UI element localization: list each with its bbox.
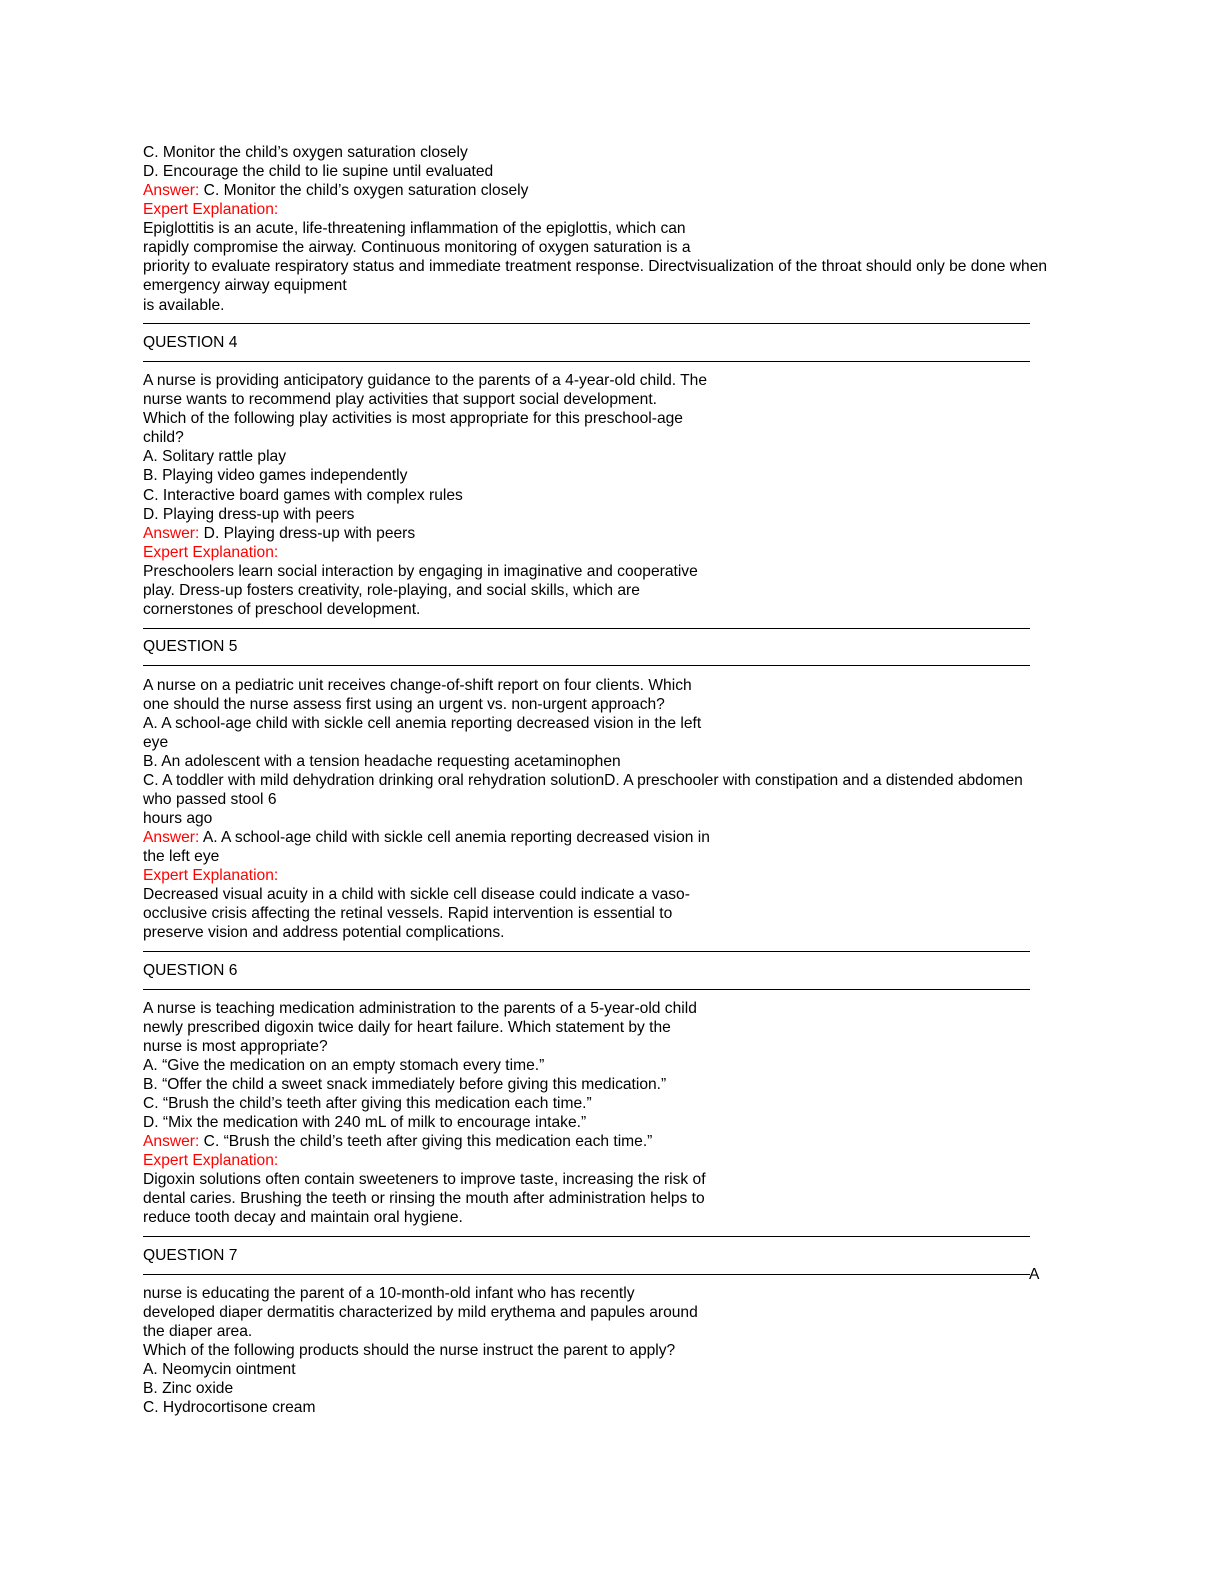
q7-stem-line: nurse is educating the parent of a 10-month-old infant who has recently [143,1285,635,1302]
q5-answer [143,828,710,847]
q4-stem-line: nurse wants to recommend play activities that support social development. [143,391,657,408]
question-4-heading: QUESTION 4 [143,334,238,351]
q3-option-c: C. Monitor the child’s oxygen saturation closely [143,144,468,161]
question-5-heading: QUESTION 5 [143,638,238,655]
q6-explanation-label: Expert Explanation: [143,1152,279,1169]
divider [143,1236,1030,1237]
q4-stem-line: Which of the following play activities is most appropriate for this preschool-age [143,410,683,427]
question-6-heading: QUESTION 6 [143,962,238,979]
q5-answer-cont: the left eye [143,848,220,865]
divider [143,665,1030,666]
q6-option-c: C. “Brush the child’s teeth after giving this medication each time.” [143,1095,592,1112]
q6-explanation-line: Digoxin solutions often contain sweeteners to improve taste, increasing the risk of [143,1171,706,1188]
q3-explanation-label: Expert Explanation: [143,201,279,218]
q4-option-b: B. Playing video games independently [143,467,408,484]
answer-label: Answer: [143,525,200,542]
q3-explanation-line: rapidly compromise the airway. Continuous monitoring of oxygen saturation is a [143,239,691,256]
q5-explanation-line: Decreased visual acuity in a child with sickle cell disease could indicate a vaso- [143,886,690,903]
divider [143,628,1030,629]
q4-explanation-line: play. Dress-up fosters creativity, role-playing, and social skills, which are [143,582,640,599]
q7-stem-line: the diaper area. [143,1323,253,1340]
q4-explanation-label: Expert Explanation: [143,544,279,561]
q5-stem-line: one should the nurse assess first using an urgent vs. non-urgent approach? [143,696,665,713]
answer-label: Answer: [143,1133,200,1150]
q3-explanation-line: priority to evaluate respiratory status and immediate treatment response. Directvisualization of the throat should only be done when [143,258,1048,275]
q7-option-a: A. Neomycin ointment [143,1361,296,1378]
q5-option-c: C. A toddler with mild dehydration drinking oral rehydration solutionD. A preschooler with constipation and a distended abdomen [143,772,1023,789]
q5-explanation-label: Expert Explanation: [143,867,279,884]
answer-label: Answer: [143,829,200,846]
q6-stem-line: newly prescribed digoxin twice daily for heart failure. Which statement by the [143,1019,671,1036]
q6-stem-line: nurse is most appropriate? [143,1038,328,1055]
q5-stem-line: A nurse on a pediatric unit receives change-of-shift report on four clients. Which [143,677,692,694]
q5-option-a-cont: eye [143,734,169,751]
q4-option-d: D. Playing dress-up with peers [143,506,355,523]
q6-explanation-line: dental caries. Brushing the teeth or rinsing the mouth after administration helps to [143,1190,705,1207]
answer-text: A. A school-age child with sickle cell anemia reporting decreased vision in [199,829,710,846]
q5-explanation-line: preserve vision and address potential complications. [143,924,505,941]
q3-option-d: D. Encourage the child to lie supine until evaluated [143,163,494,180]
q7-stem-line: developed diaper dermatitis characterized by mild erythema and papules around [143,1304,698,1321]
divider [143,951,1030,952]
q5-explanation-line: occlusive crisis affecting the retinal vessels. Rapid intervention is essential to [143,905,673,922]
q4-option-a: A. Solitary rattle play [143,448,287,465]
q6-option-a: A. “Give the medication on an empty stomach every time.” [143,1057,545,1074]
q7-option-b: B. Zinc oxide [143,1380,234,1397]
divider [143,1274,1030,1275]
q5-option-a: A. A school-age child with sickle cell anemia reporting decreased vision in the left [143,715,702,732]
question-7-heading: QUESTION 7 [143,1247,238,1264]
q7-rule-tail-letter: A [1029,1266,1040,1283]
q5-option-b: B. An adolescent with a tension headache requesting acetaminophen [143,753,621,770]
divider [143,323,1030,324]
q5-option-d-cont: who passed stool 6 [143,791,277,808]
q3-explanation-line: Epiglottitis is an acute, life-threatening inflammation of the epiglottis, which can [143,220,686,237]
answer-text: C. “Brush the child’s teeth after giving this medication each time.” [199,1133,653,1150]
divider [143,989,1030,990]
q3-explanation-line: is available. [143,297,225,314]
q4-explanation-line: cornerstones of preschool development. [143,601,421,618]
q4-option-c: C. Interactive board games with complex rules [143,487,463,504]
q4-stem-line: child? [143,429,184,446]
q6-explanation-line: reduce tooth decay and maintain oral hygiene. [143,1209,463,1226]
q5-option-d-cont: hours ago [143,810,213,827]
q6-option-d: D. “Mix the medication with 240 mL of milk to encourage intake.” [143,1114,587,1131]
q3-answer [143,181,528,200]
answer-text: C. Monitor the child’s oxygen saturation closely [199,182,529,199]
q4-answer [143,524,415,543]
answer-text: D. Playing dress-up with peers [199,525,416,542]
q3-explanation-line: emergency airway equipment [143,277,347,294]
q6-answer [143,1132,652,1151]
q4-stem-line: A nurse is providing anticipatory guidance to the parents of a 4-year-old child. The [143,372,708,389]
q6-stem-line: A nurse is teaching medication administration to the parents of a 5-year-old child [143,1000,697,1017]
q7-option-c: C. Hydrocortisone cream [143,1399,316,1416]
q4-explanation-line: Preschoolers learn social interaction by engaging in imaginative and cooperative [143,563,698,580]
q6-option-b: B. “Offer the child a sweet snack immediately before giving this medication.” [143,1076,667,1093]
answer-label: Answer: [143,182,200,199]
q7-stem-line: Which of the following products should the nurse instruct the parent to apply? [143,1342,676,1359]
divider [143,361,1030,362]
